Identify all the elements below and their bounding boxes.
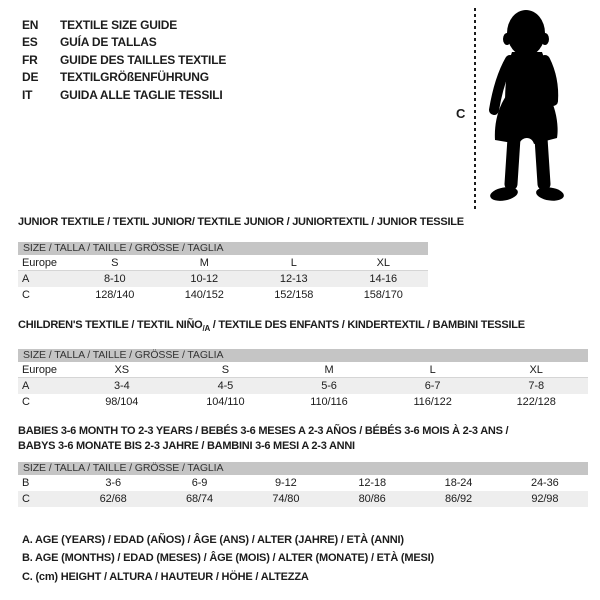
babies-section-title bbox=[18, 424, 588, 454]
title-post: / TEXTILE DES ENFANTS / KINDERTEXTIL / BAMBINI TESSILE bbox=[209, 319, 525, 331]
table-cell: 8-10 bbox=[103, 273, 126, 285]
row-label: A bbox=[22, 380, 30, 393]
lang-code: DE bbox=[22, 70, 39, 85]
table-row bbox=[18, 255, 428, 271]
measurement-legend bbox=[22, 531, 434, 586]
table-cell: 122/128 bbox=[516, 396, 556, 409]
childrens-size-header-bar: SIZE / TALLA / TAILLE / GRÖSSE / TAGLIA bbox=[18, 349, 588, 362]
table-cell: XL bbox=[376, 256, 390, 269]
table-cell: 152/158 bbox=[274, 289, 314, 301]
table-cell: 4-5 bbox=[217, 380, 234, 393]
legend-line-b: B. AGE (MONTHS) / EDAD (MESES) / ÂGE (MOIS) / ALTER (MONATE) / ETÀ (MESI) bbox=[22, 552, 434, 565]
row-label: B bbox=[22, 477, 30, 489]
lang-label: TEXTILGRÖßENFÜHRUNG bbox=[60, 70, 209, 85]
table-cell: 74/80 bbox=[272, 493, 300, 505]
lang-code: EN bbox=[22, 17, 39, 32]
table-cell: XL bbox=[529, 363, 543, 376]
legend-line-c: C. (cm) HEIGHT / ALTURA / HAUTEUR / HÖHE / ALTEZZA bbox=[22, 570, 309, 583]
table-cell: M bbox=[324, 363, 334, 376]
table-row bbox=[18, 475, 588, 491]
childrens-textile-section bbox=[18, 318, 588, 410]
babies-title-line1: BABIES 3-6 MONTH TO 2-3 YEARS / BEBÉS 3-6 MESES A 2-3 AÑOS / BÉBÉS 3-6 MOIS À 2-3 ANS / bbox=[18, 425, 509, 437]
table-cell: 14-16 bbox=[369, 273, 398, 285]
table-cell: M bbox=[199, 256, 209, 269]
table-cell: 24-36 bbox=[531, 477, 559, 489]
table-cell: S bbox=[111, 256, 119, 269]
table-cell: L bbox=[429, 363, 436, 376]
row-label: Europe bbox=[22, 363, 57, 376]
table-cell: 9-12 bbox=[275, 477, 297, 489]
title-pre: CHILDREN'S TEXTILE / TEXTIL NIÑO bbox=[18, 319, 203, 331]
height-c-label: C bbox=[456, 106, 466, 121]
lang-label: GUÍA DE TALLAS bbox=[60, 35, 157, 50]
babies-size-header-bar: SIZE / TALLA / TAILLE / GRÖSSE / TAGLIA bbox=[18, 462, 588, 475]
lang-code: ES bbox=[22, 35, 38, 50]
lang-label: GUIDA ALLE TAGLIE TESSILI bbox=[60, 87, 223, 102]
childrens-section-title bbox=[18, 318, 588, 336]
table-cell: 12-18 bbox=[358, 477, 386, 489]
table-cell: 128/140 bbox=[95, 289, 135, 301]
lang-label: GUIDE DES TAILLES TEXTILE bbox=[60, 52, 227, 67]
table-cell: 92/98 bbox=[531, 493, 559, 505]
table-cell: XS bbox=[114, 363, 130, 376]
table-cell: 98/104 bbox=[105, 396, 139, 409]
table-cell: 6-7 bbox=[424, 380, 441, 393]
table-cell: 12-13 bbox=[279, 273, 308, 285]
table-cell: 104/110 bbox=[206, 396, 245, 409]
table-row bbox=[18, 394, 588, 410]
row-label: A bbox=[22, 273, 30, 285]
lang-code: FR bbox=[22, 52, 38, 67]
table-cell: 86/92 bbox=[444, 493, 472, 505]
table-cell: 18-24 bbox=[444, 477, 473, 489]
row-label: C bbox=[22, 396, 30, 409]
row-label: C bbox=[22, 289, 30, 301]
junior-size-header-bar: SIZE / TALLA / TAILLE / GRÖSSE / TAGLIA bbox=[18, 242, 428, 255]
lang-label: TEXTILE SIZE GUIDE bbox=[60, 17, 178, 32]
baby-silhouette-icon bbox=[482, 8, 572, 206]
lang-code: IT bbox=[22, 87, 33, 102]
table-cell: 158/170 bbox=[363, 289, 403, 301]
junior-section-title: JUNIOR TEXTILE / TEXTIL JUNIOR/ TEXTILE JUNIOR / JUNIORTEXTIL / JUNIOR TESSILE bbox=[18, 216, 464, 228]
table-cell: 80/86 bbox=[358, 493, 386, 505]
table-row bbox=[18, 491, 588, 507]
table-cell: 5-6 bbox=[321, 380, 337, 393]
babies-title-line2: BABYS 3-6 MONATE BIS 2-3 JAHRE / BAMBINI 3-6 MESI A 2-3 ANNI bbox=[18, 440, 355, 452]
table-row bbox=[18, 271, 428, 287]
table-cell: 3-6 bbox=[105, 477, 121, 489]
table-cell: 140/152 bbox=[184, 289, 224, 301]
row-label: C bbox=[22, 493, 30, 505]
babies-textile-section bbox=[18, 424, 588, 507]
table-cell: 7-8 bbox=[528, 380, 544, 393]
table-cell: S bbox=[221, 363, 230, 376]
table-cell: 68/74 bbox=[185, 493, 213, 505]
lang-row-es bbox=[22, 34, 226, 52]
legend-line-a: A. AGE (YEARS) / EDAD (AÑOS) / ÂGE (ANS) / ALTER (JAHRE) / ETÀ (ANNI) bbox=[22, 534, 404, 546]
table-cell: 110/116 bbox=[310, 396, 348, 409]
height-measure-dotted-line bbox=[474, 8, 476, 210]
table-cell: L bbox=[290, 256, 297, 269]
lang-row-en bbox=[22, 16, 226, 34]
table-row bbox=[18, 362, 588, 378]
junior-textile-section bbox=[18, 215, 464, 303]
lang-row-de bbox=[22, 69, 226, 87]
title-subscript: /A bbox=[202, 324, 210, 334]
table-row bbox=[18, 378, 588, 394]
table-cell: 62/68 bbox=[99, 493, 127, 505]
lang-row-it bbox=[22, 86, 226, 104]
table-cell: 116/122 bbox=[413, 396, 452, 409]
table-cell: 6-9 bbox=[191, 477, 208, 489]
table-cell: 3-4 bbox=[113, 380, 130, 393]
table-row bbox=[18, 287, 428, 303]
row-label: Europe bbox=[22, 256, 57, 269]
lang-row-fr bbox=[22, 51, 226, 69]
table-cell: 10-12 bbox=[190, 273, 219, 285]
language-title-block bbox=[22, 16, 226, 104]
